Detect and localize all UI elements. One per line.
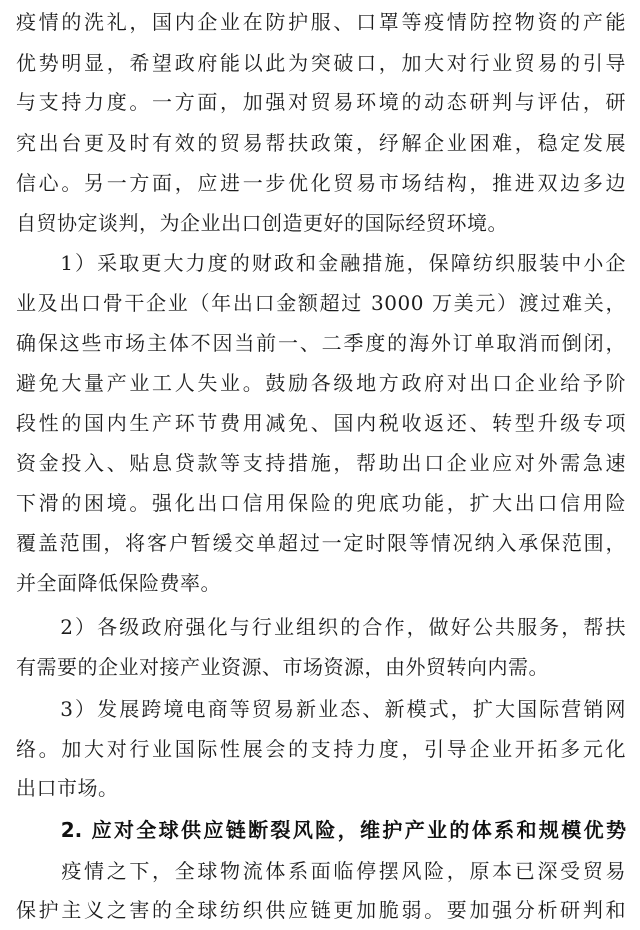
text-line: 究出台更及时有效的贸易帮扶政策，纾解企业困难，稳定发展	[16, 131, 626, 155]
section-heading: 2. 应对全球供应链断裂风险，维护产业的体系和规模优势	[16, 818, 626, 842]
text-line: 疫情之下，全球物流体系面临停摆风险，原本已深受贸易	[16, 859, 626, 883]
text-line: 疫情的洗礼，国内企业在防护服、口罩等疫情防控物资的产能	[16, 10, 626, 34]
text-line: 2）各级政府强化与行业组织的合作，做好公共服务，帮扶	[16, 615, 626, 639]
text-line: 有需要的企业对接产业资源、市场资源，由外贸转向内需。	[16, 655, 549, 679]
text-line: 覆盖范围，将客户暂缓交单超过一定时限等情况纳入承保范围，	[16, 531, 626, 555]
text-line: 1）采取更大力度的财政和金融措施，保障纺织服装中小企	[16, 251, 626, 275]
text-line: 优势明显，希望政府能以此为突破口，加大对行业贸易的引导	[16, 51, 626, 75]
text-line: 段性的国内生产环节费用减免、国内税收返还、转型升级专项	[16, 411, 626, 435]
text-line: 保护主义之害的全球纺织供应链更加脆弱。要加强分析研判和	[16, 898, 626, 922]
text-line: 出口市场。	[16, 776, 119, 800]
text-line: 避免大量产业工人失业。鼓励各级地方政府对出口企业给予阶	[16, 371, 626, 395]
text-line: 业及出口骨干企业（年出口金额超过 3000 万美元）渡过难关，	[16, 291, 626, 315]
text-line: 资金投入、贴息贷款等支持措施，帮助出口企业应对外需急速	[16, 451, 626, 475]
text-line: 并全面降低保险费率。	[16, 571, 221, 595]
text-line: 信心。另一方面，应进一步优化贸易市场结构，推进双边多边	[16, 171, 626, 195]
text-line: 自贸协定谈判，为企业出口创造更好的国际经贸环境。	[16, 211, 508, 235]
text-line: 3）发展跨境电商等贸易新业态、新模式，扩大国际营销网	[16, 697, 626, 721]
text-line: 确保这些市场主体不因当前一、二季度的海外订单取消而倒闭，	[16, 331, 626, 355]
text-line: 下滑的困境。强化出口信用保险的兜底功能，扩大出口信用险	[16, 491, 626, 515]
text-line: 络。加大对行业国际性展会的支持力度，引导企业开拓多元化	[16, 737, 626, 761]
text-line: 与支持力度。一方面，加强对贸易环境的动态研判与评估，研	[16, 90, 626, 114]
